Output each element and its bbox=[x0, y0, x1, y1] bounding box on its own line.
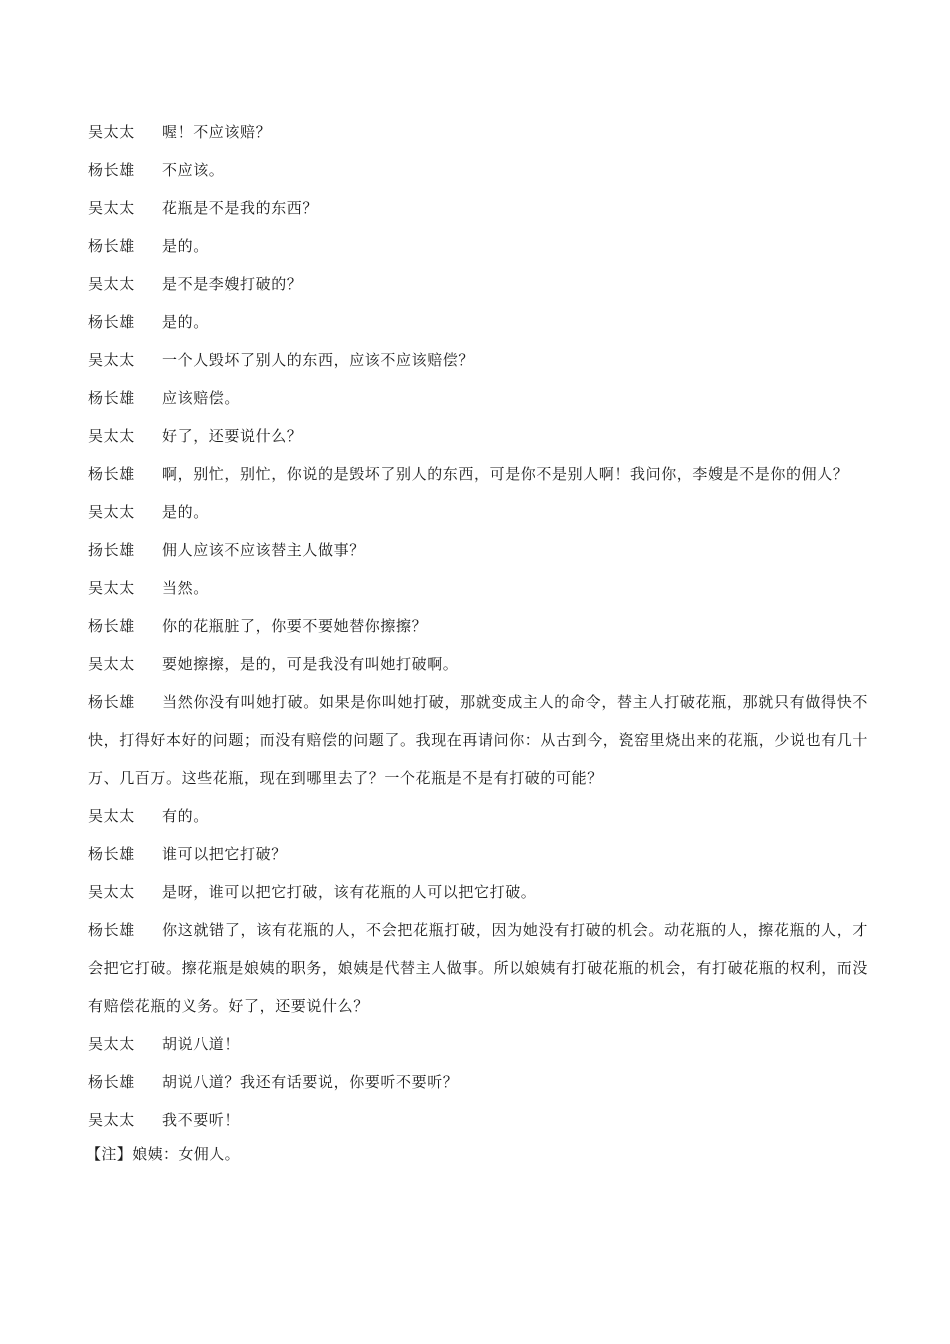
speaker-name: 吴太太 bbox=[88, 503, 135, 521]
speaker-name: 杨长雄 bbox=[88, 313, 135, 331]
dialogue-text: 当然。 bbox=[162, 579, 209, 597]
dialogue-text: 你这就错了，该有花瓶的人，不会把花瓶打破，因为她没有打破的机会。动花瓶的人，擦花瓶的人，才会把它打破。擦花瓶是娘姨的职务，娘姨是代替主人做事。所以娘姨有打破花瓶的机会，有打破花瓶的权利，而没有赔偿花瓶的义务。好了，还要说什么？ bbox=[88, 921, 869, 1015]
dialogue-text: 谁可以把它打破？ bbox=[162, 845, 287, 863]
dialogue-line bbox=[88, 1063, 868, 1101]
speaker-name: 吴太太 bbox=[88, 199, 135, 217]
dialogue-line bbox=[88, 417, 868, 455]
speaker-name: 杨长雄 bbox=[88, 1073, 135, 1091]
speaker-name: 杨长雄 bbox=[88, 161, 135, 179]
dialogue-text: 有的。 bbox=[162, 807, 209, 825]
dialogue-line bbox=[88, 493, 868, 531]
dialogue-line bbox=[88, 569, 868, 607]
dialogue-text: 你的花瓶脏了，你要不要她替你擦擦？ bbox=[162, 617, 428, 635]
dialogue-text: 一个人毁坏了别人的东西，应该不应该赔偿？ bbox=[162, 351, 475, 369]
speaker-name: 吴太太 bbox=[88, 427, 135, 445]
dialogue-text: 是呀，谁可以把它打破，该有花瓶的人可以把它打破。 bbox=[162, 883, 537, 901]
speaker-name: 杨长雄 bbox=[88, 693, 135, 711]
dialogue-line bbox=[88, 835, 868, 873]
speaker-name: 吴太太 bbox=[88, 579, 135, 597]
dialogue-text: 应该赔偿。 bbox=[162, 389, 241, 407]
speaker-name: 吴太太 bbox=[88, 275, 135, 293]
dialogue-text: 当然你没有叫她打破。如果是你叫她打破，那就变成主人的命令，替主人打破花瓶，那就只有做得快不快，打得好本好的问题；而没有赔偿的问题了。我现在再请问你：从古到今，瓷窑里烧出来的花瓶，少说也有几十万、几百万。这些花瓶，现在到哪里去了？一个花瓶是不是有打破的可能？ bbox=[88, 693, 869, 787]
dialogue-line bbox=[88, 1025, 868, 1063]
dialogue-text: 佣人应该不应该替主人做事？ bbox=[162, 541, 365, 559]
dialogue-text: 是的。 bbox=[162, 503, 209, 521]
footnote: 【注】娘姨：女佣人。 bbox=[86, 1145, 241, 1163]
dialogue-line bbox=[88, 531, 868, 569]
dialogue-text: 我不要听！ bbox=[162, 1111, 241, 1129]
dialogue-text: 胡说八道？我还有话要说，你要听不要听？ bbox=[162, 1073, 459, 1091]
speaker-name: 吴太太 bbox=[88, 807, 135, 825]
dialogue-text: 啊，别忙，别忙，你说的是毁坏了别人的东西，可是你不是别人啊！我问你，李嫂是不是你的佣人？ bbox=[162, 465, 849, 483]
speaker-name: 杨长雄 bbox=[88, 617, 135, 635]
dialogue-line bbox=[88, 645, 868, 683]
dialogue-text: 是不是李嫂打破的？ bbox=[162, 275, 303, 293]
dialogue-line bbox=[88, 341, 868, 379]
dialogue-text: 喔！不应该赔？ bbox=[162, 123, 272, 141]
speaker-name: 吴太太 bbox=[88, 1035, 135, 1053]
dialogue-text: 要她擦擦，是的，可是我没有叫她打破啊。 bbox=[162, 655, 459, 673]
dialogue-script bbox=[88, 113, 868, 1169]
speaker-name: 杨长雄 bbox=[88, 389, 135, 407]
dialogue-line bbox=[88, 607, 868, 645]
dialogue-line bbox=[88, 227, 868, 265]
dialogue-line bbox=[88, 189, 868, 227]
dialogue-text: 是的。 bbox=[162, 313, 209, 331]
dialogue-line bbox=[88, 151, 868, 189]
speaker-name: 杨长雄 bbox=[88, 921, 135, 939]
speaker-name: 吴太太 bbox=[88, 655, 135, 673]
speaker-name: 杨长雄 bbox=[88, 237, 135, 255]
dialogue-line bbox=[88, 1101, 868, 1139]
dialogue-text: 不应该。 bbox=[162, 161, 225, 179]
dialogue-line bbox=[88, 379, 868, 417]
dialogue-line bbox=[88, 911, 868, 1025]
dialogue-line bbox=[88, 683, 868, 797]
dialogue-line bbox=[88, 303, 868, 341]
speaker-name: 扬长雄 bbox=[88, 541, 135, 559]
dialogue-text: 花瓶是不是我的东西？ bbox=[162, 199, 319, 217]
dialogue-line bbox=[88, 797, 868, 835]
speaker-name: 杨长雄 bbox=[88, 845, 135, 863]
speaker-name: 吴太太 bbox=[88, 351, 135, 369]
dialogue-text: 好了，还要说什么？ bbox=[162, 427, 303, 445]
dialogue-line bbox=[88, 113, 868, 151]
dialogue-text: 胡说八道！ bbox=[162, 1035, 241, 1053]
dialogue-line bbox=[88, 873, 868, 911]
dialogue-line bbox=[88, 265, 868, 303]
speaker-name: 杨长雄 bbox=[88, 465, 135, 483]
speaker-name: 吴太太 bbox=[88, 883, 135, 901]
dialogue-text: 是的。 bbox=[162, 237, 209, 255]
speaker-name: 吴太太 bbox=[88, 1111, 135, 1129]
dialogue-line bbox=[88, 455, 868, 493]
speaker-name: 吴太太 bbox=[88, 123, 135, 141]
